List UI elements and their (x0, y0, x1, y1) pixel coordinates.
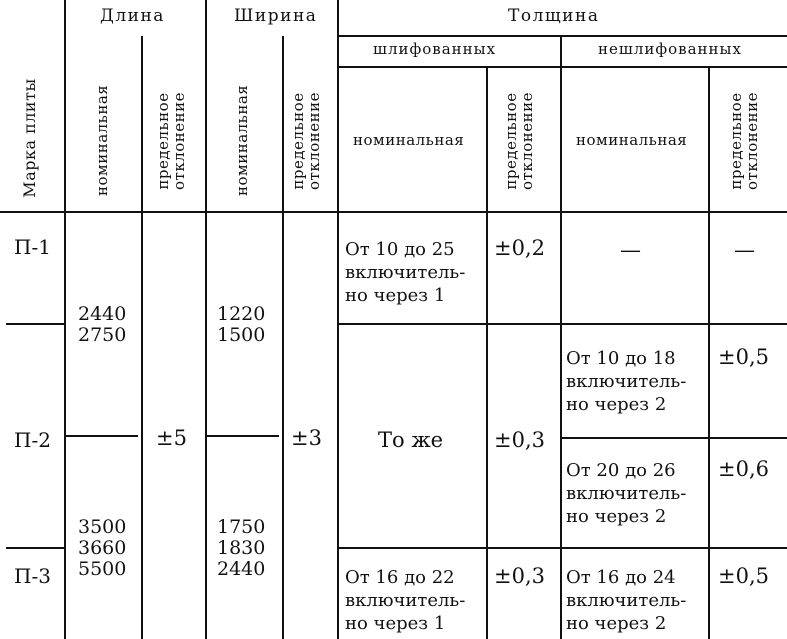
cell-line: но через 1 (345, 613, 446, 634)
header-unpolished-deviation (729, 81, 767, 201)
length-value: 3660 (78, 537, 127, 559)
header-unpolished: нешлифованных (598, 40, 742, 58)
header-width: Ширина (234, 6, 318, 26)
header-deviation-line1: предельное (154, 92, 172, 190)
header-length: Длина (100, 6, 165, 26)
col-divider-unpolished-inner (708, 67, 710, 639)
cell-line: включитель- (345, 262, 466, 283)
row-rule-width-mid (207, 435, 279, 437)
grade-p3: П-3 (14, 564, 51, 588)
grade-p1: П-1 (14, 235, 51, 259)
width-value: 1830 (217, 537, 266, 559)
col-divider-length-width (205, 0, 207, 639)
cell-line: От 16 до 24 (566, 567, 676, 588)
row-rule-p1-grade (6, 323, 64, 325)
header-polished-nominal: номинальная (353, 131, 465, 149)
grade-p2: П-2 (14, 428, 51, 452)
cell-line: От 20 до 26 (566, 460, 676, 481)
p2-unpolished-a-deviation: ±0,5 (718, 345, 769, 369)
header-width-deviation (291, 81, 329, 201)
col-divider-grade (64, 0, 66, 639)
col-divider-polished-inner (486, 67, 488, 639)
p2-polished-nominal: То же (378, 428, 444, 452)
cell-line: От 10 до 25 (345, 239, 455, 260)
row-rule-length-mid (66, 435, 138, 437)
header-rule-thickness (337, 35, 787, 37)
header-grade: Марка плиты (20, 78, 39, 198)
width-deviation: ±3 (291, 426, 322, 450)
cell-line: включитель- (345, 590, 466, 611)
width-value: 1750 (217, 516, 266, 538)
col-divider-width-inner (282, 36, 284, 639)
p3-polished-nominal (345, 566, 465, 635)
p2-unpolished-b-deviation: ±0,6 (718, 457, 769, 481)
header-length-deviation (156, 81, 194, 201)
p1-polished-deviation: ±0,2 (494, 236, 545, 260)
length-value: 2440 (78, 303, 127, 325)
cell-line: но через 2 (566, 613, 667, 634)
header-deviation-line2: отклонение (517, 92, 536, 191)
length-value: 2750 (78, 324, 127, 346)
cell-line: включитель- (566, 483, 687, 504)
p1-unpolished-deviation: — (734, 238, 755, 262)
cell-line: От 10 до 18 (566, 348, 676, 369)
length-value: 3500 (78, 516, 127, 538)
header-polished-deviation (504, 81, 542, 201)
header-deviation-line2: отклонение (169, 92, 188, 191)
col-divider-width-thickness (337, 0, 339, 639)
p1-unpolished-nominal: — (620, 238, 641, 262)
length-value: 5500 (78, 558, 127, 580)
cell-line: но через 1 (345, 285, 446, 306)
width-value: 1500 (217, 324, 266, 346)
cell-line: но через 2 (566, 394, 667, 415)
header-unpolished-nominal: номинальная (576, 131, 688, 149)
col-divider-length-inner (141, 36, 143, 639)
header-deviation-line2: отклонение (304, 92, 323, 191)
header-length-nominal: номинальная (93, 84, 111, 196)
cell-line: включитель- (566, 590, 687, 611)
header-bottom-rule (0, 211, 787, 213)
header-polished: шлифованных (373, 40, 497, 58)
cell-line: но через 2 (566, 506, 667, 527)
header-deviation-line1: предельное (289, 92, 307, 190)
p2-polished-deviation: ±0,3 (494, 428, 545, 452)
p3-unpolished-deviation: ±0,5 (718, 564, 769, 588)
p2-unpolished-a-nominal (566, 347, 686, 416)
p3-polished-deviation: ±0,3 (494, 564, 545, 588)
p1-polished-nominal (345, 238, 465, 307)
row-rule-p2-thickness (337, 547, 787, 549)
header-width-nominal: номинальная (233, 84, 251, 196)
row-rule-p1-thickness (337, 323, 787, 325)
header-deviation-line1: предельное (727, 92, 745, 190)
header-deviation-line1: предельное (502, 92, 520, 190)
row-rule-p2-unpolished (560, 437, 787, 439)
row-rule-p2-grade (6, 547, 64, 549)
p3-unpolished-nominal (566, 566, 686, 635)
width-value: 2440 (217, 558, 266, 580)
cell-line: От 16 до 22 (345, 567, 455, 588)
header-thickness: Толщина (508, 6, 600, 26)
header-rule-sub (337, 66, 787, 68)
header-deviation-line2: отклонение (742, 92, 761, 191)
length-deviation: ±5 (156, 426, 187, 450)
cell-line: включитель- (566, 371, 687, 392)
width-value: 1220 (217, 303, 266, 325)
p2-unpolished-b-nominal (566, 459, 686, 528)
